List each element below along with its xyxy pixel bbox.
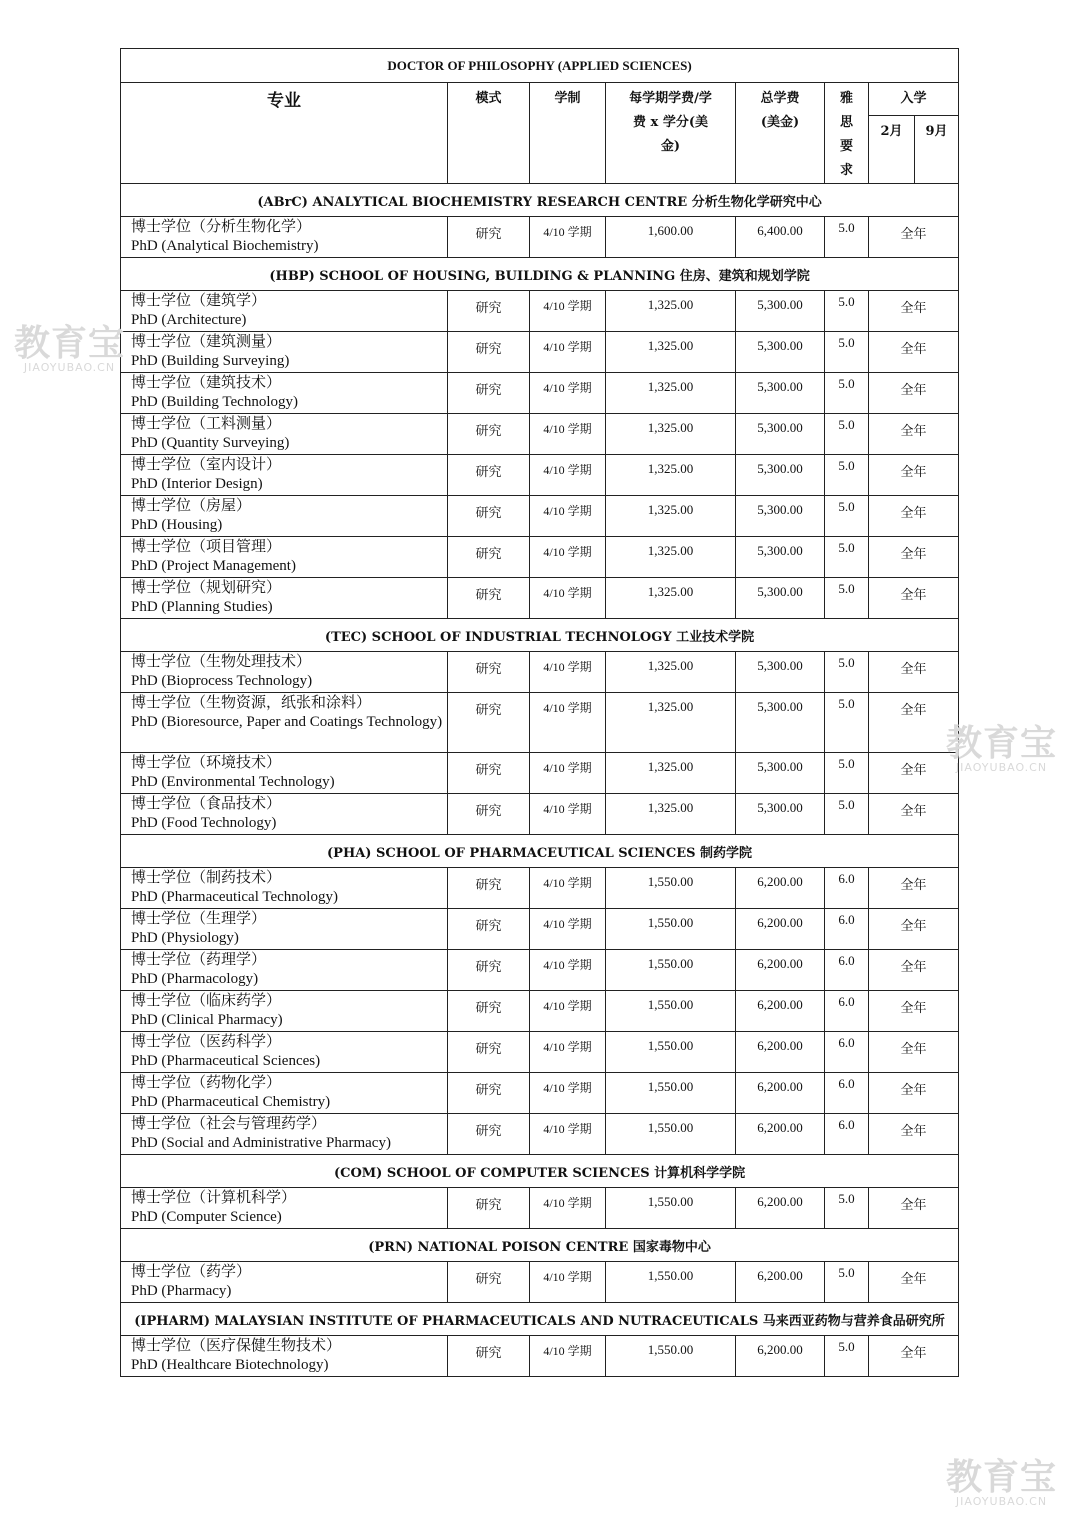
ielts-cell: 6.0 [825, 1073, 869, 1114]
header-fee-per-semester: 每学期学费/学费 x 学分(美金) [606, 83, 736, 184]
header-row [121, 83, 959, 116]
total-fee-cell: 6,200.00 [736, 1188, 825, 1229]
program-name-cell [121, 537, 448, 578]
intake-cell: 全年 [869, 496, 959, 537]
ielts-cell: 5.0 [825, 291, 869, 332]
fee-per-semester-cell: 1,325.00 [606, 578, 736, 619]
mode-cell: 研究 [448, 414, 530, 455]
program-name-cn: 博士学位（建筑技术） [131, 375, 282, 391]
mode-cell: 研究 [448, 753, 530, 794]
program-name-en: PhD (Pharmacy) [131, 1283, 232, 1299]
ielts-cell: 5.0 [825, 414, 869, 455]
program-name-en: PhD (Physiology) [131, 930, 239, 946]
total-fee-cell: 5,300.00 [736, 373, 825, 414]
mode-cell: 研究 [448, 1336, 530, 1377]
mode-cell: 研究 [448, 332, 530, 373]
program-row [121, 496, 959, 537]
fee-per-semester-cell: 1,550.00 [606, 950, 736, 991]
fee-per-semester-cell: 1,325.00 [606, 496, 736, 537]
mode-cell: 研究 [448, 373, 530, 414]
mode-cell: 研究 [448, 1188, 530, 1229]
program-name-cn: 博士学位（建筑学） [131, 293, 267, 309]
section-title: (COM) SCHOOL OF COMPUTER SCIENCES 计算机科学学院 [121, 1155, 959, 1188]
program-name-cell [121, 868, 448, 909]
program-name-cell [121, 794, 448, 835]
ielts-cell: 5.0 [825, 537, 869, 578]
program-row [121, 373, 959, 414]
total-fee-cell: 6,200.00 [736, 1032, 825, 1073]
program-row [121, 1032, 959, 1073]
fee-per-semester-cell: 1,325.00 [606, 693, 736, 753]
intake-cell: 全年 [869, 332, 959, 373]
program-name-cn: 博士学位（生物资源，纸张和涂料） [131, 695, 372, 711]
ielts-cell: 5.0 [825, 578, 869, 619]
program-row [121, 868, 959, 909]
ielts-cell: 5.0 [825, 332, 869, 373]
total-fee-cell: 6,200.00 [736, 950, 825, 991]
program-row [121, 1114, 959, 1155]
ielts-cell: 5.0 [825, 794, 869, 835]
program-name-en: PhD (Pharmaceutical Technology) [131, 889, 338, 905]
fee-per-semester-cell: 1,325.00 [606, 537, 736, 578]
section-row [121, 835, 959, 868]
title-row [121, 49, 959, 83]
mode-cell: 研究 [448, 455, 530, 496]
program-name-cn: 博士学位（建筑测量） [131, 334, 282, 350]
intake-cell: 全年 [869, 1188, 959, 1229]
section-row [121, 258, 959, 291]
intake-cell: 全年 [869, 868, 959, 909]
intake-cell: 全年 [869, 1073, 959, 1114]
program-name-en: PhD (Architecture) [131, 312, 247, 328]
program-name-en: PhD (Pharmaceutical Chemistry) [131, 1094, 331, 1110]
program-name-cn: 博士学位（食品技术） [131, 796, 282, 812]
mode-cell: 研究 [448, 496, 530, 537]
mode-cell: 研究 [448, 794, 530, 835]
program-name-cell [121, 1032, 448, 1073]
program-name-cn: 博士学位（计算机科学） [131, 1190, 297, 1206]
program-row [121, 414, 959, 455]
program-name-cn: 博士学位（药学） [131, 1264, 252, 1280]
duration-cell: 4/10 学期 [530, 332, 606, 373]
program-name-cell [121, 991, 448, 1032]
ielts-cell: 5.0 [825, 693, 869, 753]
total-fee-cell: 5,300.00 [736, 414, 825, 455]
header-program: 专业 [121, 83, 448, 184]
fee-per-semester-cell: 1,550.00 [606, 1114, 736, 1155]
mode-cell: 研究 [448, 909, 530, 950]
program-name-cn: 博士学位（房屋） [131, 498, 252, 514]
total-fee-cell: 5,300.00 [736, 753, 825, 794]
ielts-cell: 5.0 [825, 496, 869, 537]
program-name-en: PhD (Quantity Surveying) [131, 435, 290, 451]
program-name-cell [121, 332, 448, 373]
program-name-cn: 博士学位（社会与管理药学） [131, 1116, 327, 1132]
duration-cell: 4/10 学期 [530, 909, 606, 950]
fee-per-semester-cell: 1,325.00 [606, 455, 736, 496]
total-fee-cell: 6,200.00 [736, 868, 825, 909]
ielts-cell: 6.0 [825, 1032, 869, 1073]
fee-table [120, 48, 959, 1377]
intake-cell: 全年 [869, 950, 959, 991]
program-name-en: PhD (Analytical Biochemistry) [131, 238, 319, 254]
program-name-en: PhD (Project Management) [131, 558, 296, 574]
total-fee-cell: 5,300.00 [736, 578, 825, 619]
duration-cell: 4/10 学期 [530, 868, 606, 909]
intake-cell: 全年 [869, 991, 959, 1032]
total-fee-cell: 5,300.00 [736, 332, 825, 373]
mode-cell: 研究 [448, 1073, 530, 1114]
program-name-en: PhD (Healthcare Biotechnology) [131, 1357, 329, 1373]
fee-per-semester-cell: 1,325.00 [606, 291, 736, 332]
fee-per-semester-cell: 1,550.00 [606, 1032, 736, 1073]
section-title: (PRN) NATIONAL POISON CENTRE 国家毒物中心 [121, 1229, 959, 1262]
intake-cell: 全年 [869, 652, 959, 693]
program-row [121, 291, 959, 332]
duration-cell: 4/10 学期 [530, 753, 606, 794]
program-row [121, 753, 959, 794]
intake-cell: 全年 [869, 373, 959, 414]
fee-per-semester-cell: 1,325.00 [606, 414, 736, 455]
intake-cell: 全年 [869, 217, 959, 258]
program-name-en: PhD (Bioresource, Paper and Coatings Technology) [131, 714, 443, 730]
program-row [121, 693, 959, 753]
intake-cell: 全年 [869, 1262, 959, 1303]
ielts-cell: 5.0 [825, 1336, 869, 1377]
mode-cell: 研究 [448, 217, 530, 258]
fee-per-semester-cell: 1,325.00 [606, 652, 736, 693]
intake-cell: 全年 [869, 794, 959, 835]
program-row [121, 1336, 959, 1377]
program-row [121, 652, 959, 693]
program-name-en: PhD (Pharmaceutical Sciences) [131, 1053, 321, 1069]
program-row [121, 578, 959, 619]
program-row [121, 909, 959, 950]
mode-cell: 研究 [448, 991, 530, 1032]
intake-cell: 全年 [869, 537, 959, 578]
mode-cell: 研究 [448, 1262, 530, 1303]
duration-cell: 4/10 学期 [530, 950, 606, 991]
duration-cell: 4/10 学期 [530, 1262, 606, 1303]
program-name-en: PhD (Bioprocess Technology) [131, 673, 313, 689]
program-name-cn: 博士学位（室内设计） [131, 457, 282, 473]
program-name-cell [121, 1262, 448, 1303]
program-name-en: PhD (Food Technology) [131, 815, 277, 831]
mode-cell: 研究 [448, 652, 530, 693]
duration-cell: 4/10 学期 [530, 794, 606, 835]
total-fee-cell: 5,300.00 [736, 496, 825, 537]
ielts-cell: 5.0 [825, 1262, 869, 1303]
program-name-cell [121, 1073, 448, 1114]
program-name-cn: 博士学位（药物化学） [131, 1075, 282, 1091]
ielts-cell: 6.0 [825, 868, 869, 909]
total-fee-cell: 5,300.00 [736, 794, 825, 835]
section-row [121, 1303, 959, 1336]
fee-per-semester-cell: 1,550.00 [606, 991, 736, 1032]
intake-cell: 全年 [869, 909, 959, 950]
program-name-en: PhD (Computer Science) [131, 1209, 282, 1225]
header-ielts: 雅思要求 [825, 83, 869, 184]
program-row [121, 991, 959, 1032]
intake-cell: 全年 [869, 1336, 959, 1377]
total-fee-cell: 5,300.00 [736, 537, 825, 578]
program-row [121, 950, 959, 991]
program-row [121, 794, 959, 835]
header-total-fee: 总学费(美金) [736, 83, 825, 184]
program-name-cn: 博士学位（分析生物化学） [131, 219, 312, 235]
mode-cell: 研究 [448, 578, 530, 619]
ielts-cell: 5.0 [825, 1188, 869, 1229]
ielts-cell: 6.0 [825, 909, 869, 950]
total-fee-cell: 6,200.00 [736, 1336, 825, 1377]
fee-per-semester-cell: 1,550.00 [606, 1262, 736, 1303]
program-name-cell [121, 414, 448, 455]
total-fee-cell: 5,300.00 [736, 652, 825, 693]
total-fee-cell: 6,200.00 [736, 1114, 825, 1155]
duration-cell: 4/10 学期 [530, 1114, 606, 1155]
header-intake: 入学 [869, 83, 959, 116]
duration-cell: 4/10 学期 [530, 991, 606, 1032]
intake-cell: 全年 [869, 1032, 959, 1073]
program-name-en: PhD (Building Technology) [131, 394, 298, 410]
watermark-logo: 教育宝 JIAOYUBAO.CN [946, 1457, 1058, 1508]
program-name-en: PhD (Housing) [131, 517, 223, 533]
intake-cell: 全年 [869, 578, 959, 619]
duration-cell: 4/10 学期 [530, 373, 606, 414]
program-row [121, 1188, 959, 1229]
total-fee-cell: 6,200.00 [736, 991, 825, 1032]
section-title: (ABrC) ANALYTICAL BIOCHEMISTRY RESEARCH CENTRE 分析生物化学研究中心 [121, 184, 959, 217]
fee-per-semester-cell: 1,600.00 [606, 217, 736, 258]
program-name-cell [121, 1188, 448, 1229]
program-name-cn: 博士学位（药理学） [131, 952, 267, 968]
mode-cell: 研究 [448, 537, 530, 578]
program-name-en: PhD (Pharmacology) [131, 971, 259, 987]
table-title: DOCTOR OF PHILOSOPHY (APPLIED SCIENCES) [121, 49, 959, 83]
mode-cell: 研究 [448, 950, 530, 991]
header-intake-feb: 2月 [869, 116, 915, 184]
duration-cell: 4/10 学期 [530, 291, 606, 332]
ielts-cell: 5.0 [825, 753, 869, 794]
program-name-en: PhD (Clinical Pharmacy) [131, 1012, 283, 1028]
program-name-cell [121, 455, 448, 496]
ielts-cell: 5.0 [825, 455, 869, 496]
intake-cell: 全年 [869, 455, 959, 496]
intake-cell: 全年 [869, 753, 959, 794]
program-name-cell [121, 909, 448, 950]
duration-cell: 4/10 学期 [530, 652, 606, 693]
section-title: (IPHARM) MALAYSIAN INSTITUTE OF PHARMACEUTICALS AND NUTRACEUTICALS 马来西亚药物与营养食品研究所 [121, 1303, 959, 1336]
fee-per-semester-cell: 1,550.00 [606, 909, 736, 950]
program-name-cn: 博士学位（工料测量） [131, 416, 282, 432]
total-fee-cell: 6,400.00 [736, 217, 825, 258]
program-name-cn: 博士学位（医药科学） [131, 1034, 282, 1050]
fee-per-semester-cell: 1,550.00 [606, 1073, 736, 1114]
program-name-cell [121, 291, 448, 332]
section-row [121, 619, 959, 652]
ielts-cell: 6.0 [825, 950, 869, 991]
mode-cell: 研究 [448, 1032, 530, 1073]
fee-per-semester-cell: 1,325.00 [606, 332, 736, 373]
mode-cell: 研究 [448, 693, 530, 753]
section-title: (PHA) SCHOOL OF PHARMACEUTICAL SCIENCES 制药学院 [121, 835, 959, 868]
ielts-cell: 6.0 [825, 991, 869, 1032]
program-name-cell [121, 1114, 448, 1155]
duration-cell: 4/10 学期 [530, 217, 606, 258]
fee-per-semester-cell: 1,325.00 [606, 794, 736, 835]
program-name-cn: 博士学位（制药技术） [131, 870, 282, 886]
program-name-cell [121, 373, 448, 414]
ielts-cell: 5.0 [825, 217, 869, 258]
section-title: (TEC) SCHOOL OF INDUSTRIAL TECHNOLOGY 工业技术学院 [121, 619, 959, 652]
header-intake-sep: 9月 [915, 116, 959, 184]
intake-cell: 全年 [869, 291, 959, 332]
duration-cell: 4/10 学期 [530, 693, 606, 753]
total-fee-cell: 6,200.00 [736, 1262, 825, 1303]
program-name-en: PhD (Social and Administrative Pharmacy) [131, 1135, 391, 1151]
duration-cell: 4/10 学期 [530, 1073, 606, 1114]
duration-cell: 4/10 学期 [530, 1032, 606, 1073]
ielts-cell: 5.0 [825, 652, 869, 693]
header-mode: 模式 [448, 83, 530, 184]
duration-cell: 4/10 学期 [530, 578, 606, 619]
program-name-cell [121, 217, 448, 258]
duration-cell: 4/10 学期 [530, 414, 606, 455]
program-name-en: PhD (Planning Studies) [131, 599, 273, 615]
program-row [121, 1073, 959, 1114]
section-title: (HBP) SCHOOL OF HOUSING, BUILDING & PLANNING 住房、建筑和规划学院 [121, 258, 959, 291]
program-row [121, 332, 959, 373]
program-name-cell [121, 1336, 448, 1377]
program-name-en: PhD (Environmental Technology) [131, 774, 335, 790]
program-row [121, 537, 959, 578]
program-name-cell [121, 496, 448, 537]
watermark-logo: 教育宝 JIAOYUBAO.CN [946, 723, 1058, 774]
program-name-cn: 博士学位（规划研究） [131, 580, 282, 596]
fee-per-semester-cell: 1,550.00 [606, 1336, 736, 1377]
total-fee-cell: 6,200.00 [736, 1073, 825, 1114]
section-row [121, 1155, 959, 1188]
fee-per-semester-cell: 1,325.00 [606, 753, 736, 794]
program-name-cn: 博士学位（临床药学） [131, 993, 282, 1009]
fee-per-semester-cell: 1,550.00 [606, 868, 736, 909]
program-name-cn: 博士学位（生理学） [131, 911, 267, 927]
duration-cell: 4/10 学期 [530, 455, 606, 496]
section-row [121, 184, 959, 217]
duration-cell: 4/10 学期 [530, 537, 606, 578]
total-fee-cell: 5,300.00 [736, 455, 825, 496]
mode-cell: 研究 [448, 868, 530, 909]
ielts-cell: 5.0 [825, 373, 869, 414]
duration-cell: 4/10 学期 [530, 496, 606, 537]
program-name-cn: 博士学位（生物处理技术） [131, 654, 312, 670]
program-name-cell [121, 578, 448, 619]
program-row [121, 217, 959, 258]
program-name-cell [121, 950, 448, 991]
program-row [121, 455, 959, 496]
mode-cell: 研究 [448, 1114, 530, 1155]
fee-per-semester-cell: 1,325.00 [606, 373, 736, 414]
program-row [121, 1262, 959, 1303]
program-name-cn: 博士学位（医疗保健生物技术） [131, 1338, 342, 1354]
intake-cell: 全年 [869, 414, 959, 455]
program-name-cell [121, 652, 448, 693]
program-name-cn: 博士学位（项目管理） [131, 539, 282, 555]
program-name-cell [121, 693, 448, 753]
total-fee-cell: 5,300.00 [736, 291, 825, 332]
total-fee-cell: 5,300.00 [736, 693, 825, 753]
fee-per-semester-cell: 1,550.00 [606, 1188, 736, 1229]
section-row [121, 1229, 959, 1262]
intake-cell: 全年 [869, 1114, 959, 1155]
duration-cell: 4/10 学期 [530, 1336, 606, 1377]
header-duration: 学制 [530, 83, 606, 184]
intake-cell: 全年 [869, 693, 959, 753]
watermark-logo: 教育宝 JIAOYUBAO.CN [14, 323, 126, 374]
mode-cell: 研究 [448, 291, 530, 332]
program-name-cn: 博士学位（环境技术） [131, 755, 282, 771]
program-name-cell [121, 753, 448, 794]
ielts-cell: 6.0 [825, 1114, 869, 1155]
program-name-en: PhD (Interior Design) [131, 476, 263, 492]
duration-cell: 4/10 学期 [530, 1188, 606, 1229]
total-fee-cell: 6,200.00 [736, 909, 825, 950]
program-name-en: PhD (Building Surveying) [131, 353, 290, 369]
